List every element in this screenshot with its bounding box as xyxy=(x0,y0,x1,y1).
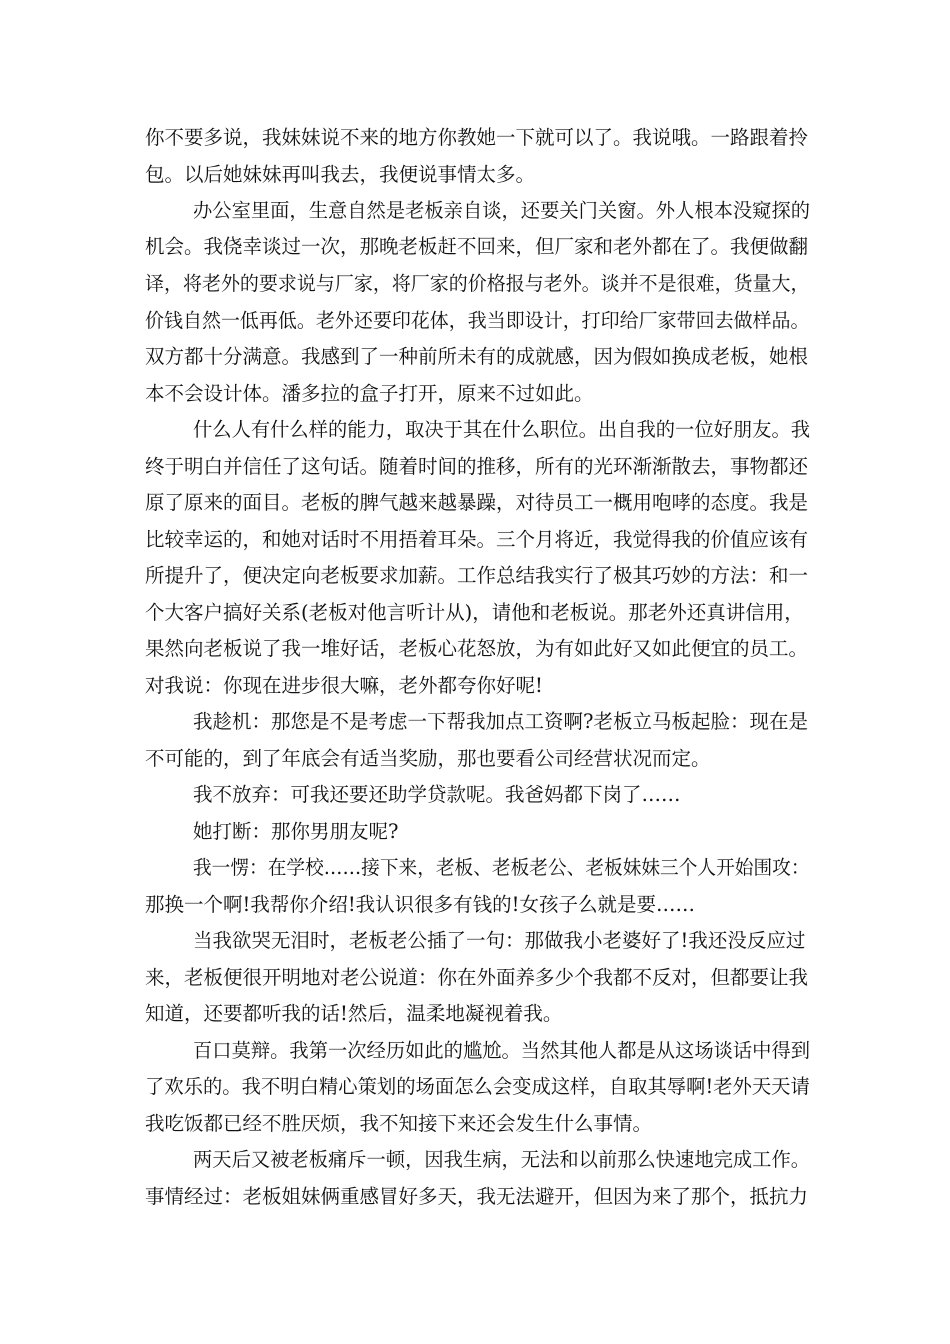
text-line: 来，老板便很开明地对老公说道：你在外面养多少个我都不反对，但都要让我 xyxy=(145,966,809,989)
text-line: 本不会设计体。潘多拉的盒子打开，原来不过如此。 xyxy=(145,382,594,405)
text-line: 价钱自然一低再低。老外还要印花体，我当即设计，打印给厂家带回去做样品。 xyxy=(145,309,810,332)
text-line: 包。以后她妹妹再叫我去，我便说事情太多。 xyxy=(145,163,536,186)
text-line: 终于明白并信任了这句话。随着时间的推移，所有的光环渐渐散去，事物都还 xyxy=(145,455,809,478)
text-line: 你不要多说，我妹妹说不来的地方你教她一下就可以了。我说哦。一路跟着拎 xyxy=(145,126,809,149)
text-line: 原了原来的面目。老板的脾气越来越暴躁，对待员工一概用咆哮的态度。我是 xyxy=(145,491,809,514)
text-line: 译，将老外的要求说与厂家，将厂家的价格报与老外。谈并不是很难，货量大， xyxy=(145,272,810,295)
paragraph-start-line: 她打断：那你男朋友呢? xyxy=(193,820,399,843)
text-line: 事情经过：老板姐妹俩重感冒好多天，我无法避开，但因为来了那个，抵抗力 xyxy=(145,1185,809,1208)
text-line: 双方都十分满意。我感到了一种前所未有的成就感，因为假如换成老板，她根 xyxy=(145,345,809,368)
paragraph-start-line: 百口莫辩。我第一次经历如此的尴尬。当然其他人都是从这场谈话中得到 xyxy=(193,1039,811,1062)
paragraph-start-line: 我趁机：那您是不是考虑一下帮我加点工资啊?老板立马板起脸：现在是 xyxy=(193,710,808,733)
text-line: 了欢乐的。我不明白精心策划的场面怎么会变成这样，自取其辱啊!老外天天请 xyxy=(145,1075,810,1098)
paragraph-start-line: 什么人有什么样的能力，取决于其在什么职位。出自我的一位好朋友。我 xyxy=(193,418,811,441)
paragraph-start-line: 两天后又被老板痛斥一顿，因我生病，无法和以前那么快速地完成工作。 xyxy=(193,1148,811,1171)
paragraph-start-line: 办公室里面，生意自然是老板亲自谈，还要关门关窗。外人根本没窥探的 xyxy=(193,199,811,222)
text-line: 对我说：你现在进步很大嘛，老外都夸你好呢! xyxy=(145,674,543,697)
text-line: 我吃饭都已经不胜厌烦，我不知接下来还会发生什么事情。 xyxy=(145,1112,653,1135)
text-line: 那换一个啊!我帮你介绍!我认识很多有钱的!女孩子么就是要…… xyxy=(145,893,696,916)
paragraph-start-line: 当我欲哭无泪时，老板老公插了一句：那做我小老婆好了!我还没反应过 xyxy=(193,929,806,952)
text-line: 个大客户搞好关系(老板对他言听计从)，请他和老板说。那老外还真讲信用， xyxy=(145,601,804,624)
text-line: 知道，还要都听我的话!然后，温柔地凝视着我。 xyxy=(145,1002,563,1025)
text-line: 果然向老板说了我一堆好话，老板心花怒放，为有如此好又如此便宜的员工。 xyxy=(145,637,809,660)
text-line: 不可能的，到了年底会有适当奖励，那也要看公司经营状况而定。 xyxy=(145,747,711,770)
paragraph-start-line: 我一愣：在学校……接下来，老板、老板老公、老板妹妹三个人开始围攻： xyxy=(193,856,810,879)
text-line: 机会。我侥幸谈过一次，那晚老板赶不回来，但厂家和老外都在了。我便做翻 xyxy=(145,235,809,258)
text-line: 比较幸运的，和她对话时不用捂着耳朵。三个月将近，我觉得我的价值应该有 xyxy=(145,528,809,551)
text-line: 所提升了，便决定向老板要求加薪。工作总结我实行了极其巧妙的方法：和一 xyxy=(145,564,809,587)
paragraph-start-line: 我不放弃：可我还要还助学贷款呢。我爸妈都下岗了…… xyxy=(193,783,681,806)
